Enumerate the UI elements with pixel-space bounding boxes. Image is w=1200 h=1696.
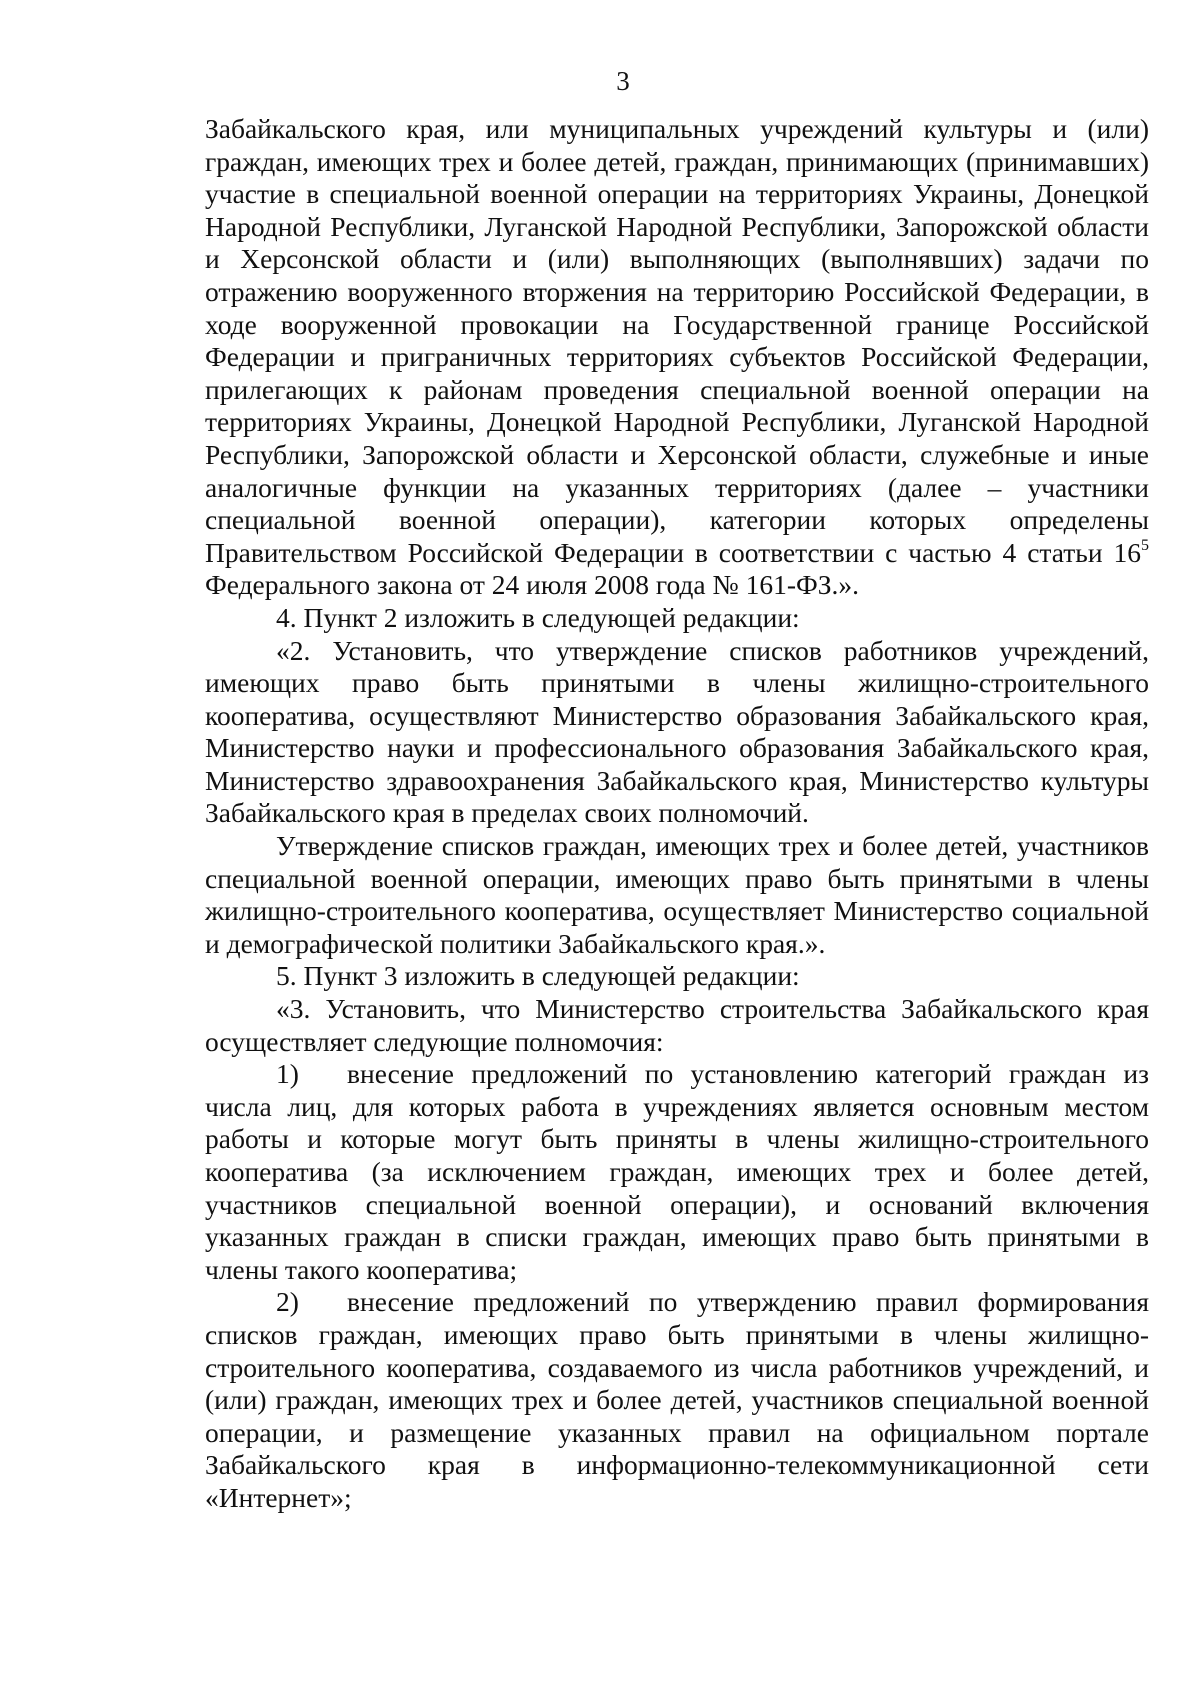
- superscript-article-number: 5: [1141, 536, 1149, 554]
- list-item-number: 2): [276, 1286, 299, 1318]
- page-number: 3: [616, 66, 630, 96]
- list-item-1: [205, 1058, 1149, 1286]
- paragraph-text: Забайкальского края, или муниципальных учреждений культуры и (или) граждан, имеющих трех и более детей, граждан, принимающих (принимавших) участие в специальной военной операции на территориях Украины, Донецкой Народной Республики, Луганской Народной Республики, Запорожской области и Херсонской области и (или) выполняющих (выполнявших) задачи по отражению вооруженного вторжения на территорию Российской Федерации, в ходе вооруженной провокации на Государственной границе Российской Федерации и приграничных территориях субъектов Российской Федерации, прилегающих к районам проведения специальной военной операции на территориях Украины, Донецкой Народной Республики, Луганской Народной Республики, Запорожской области и Херсонской области, служебные и иные аналогичные функции на указанных территориях (далее – участники специальной военной операции), категории которых определены Правительством Российской Федерации в соответствии с частью 4 статьи 16: [205, 113, 1149, 568]
- paragraph-amendment-4: 4. Пункт 2 изложить в следующей редакции:: [276, 601, 800, 633]
- list-item-number: 1): [276, 1058, 299, 1090]
- list-item-text: внесение предложений по установлению категорий граждан из числа лиц, для которых работа в учреждениях является основным местом работы и которые могут быть приняты в члены жилищно-строительного кооператива (за исключением граждан, имеющих трех и более детей, участников специальной военной операции), и оснований включения указанных граждан в списки граждан, имеющих право быть принятыми в члены такого кооператива;: [205, 1058, 1149, 1285]
- paragraph-approval-lists: Утверждение списков граждан, имеющих трех и более детей, участников специальной военной операции, имеющих право быть принятыми в члены жилищно-строительного кооператива, осуществляет Министерство социальной и демографической политики Забайкальского края.».: [205, 830, 1149, 959]
- list-item-text: внесение предложений по утверждению правил формирования списков граждан, имеющих право быть принятыми в члены жилищно-строительного кооператива, создаваемого из числа работников учреждений, и (или) граждан, имеющих трех и более детей, участников специальной военной операции, и размещение указанных правил на официальном портале Забайкальского края в информационно-телекоммуникационной сети «Интернет»;: [205, 1286, 1149, 1513]
- paragraph-quoted-point-3: «3. Установить, что Министерство строительства Забайкальского края осуществляет следующие полномочия:: [205, 993, 1149, 1057]
- paragraph-amendment-5: 5. Пункт 3 изложить в следующей редакции:: [276, 960, 800, 992]
- paragraph-text-tail: Федерального закона от 24 июля 2008 года № 161-ФЗ.».: [205, 569, 859, 601]
- paragraph-continuation: [205, 113, 1149, 602]
- document-body: [205, 113, 1149, 1515]
- list-item-2: [205, 1286, 1149, 1514]
- paragraph-quoted-point-2: «2. Установить, что утверждение списков работников учреждений, имеющих право быть принятыми в члены жилищно-строительного кооператива, осуществляют Министерство образования Забайкальского края, Министерство науки и профессионального образования Забайкальского края, Министерство здравоохранения Забайкальского края, Министерство культуры Забайкальского края в пределах своих полномочий.: [205, 634, 1149, 829]
